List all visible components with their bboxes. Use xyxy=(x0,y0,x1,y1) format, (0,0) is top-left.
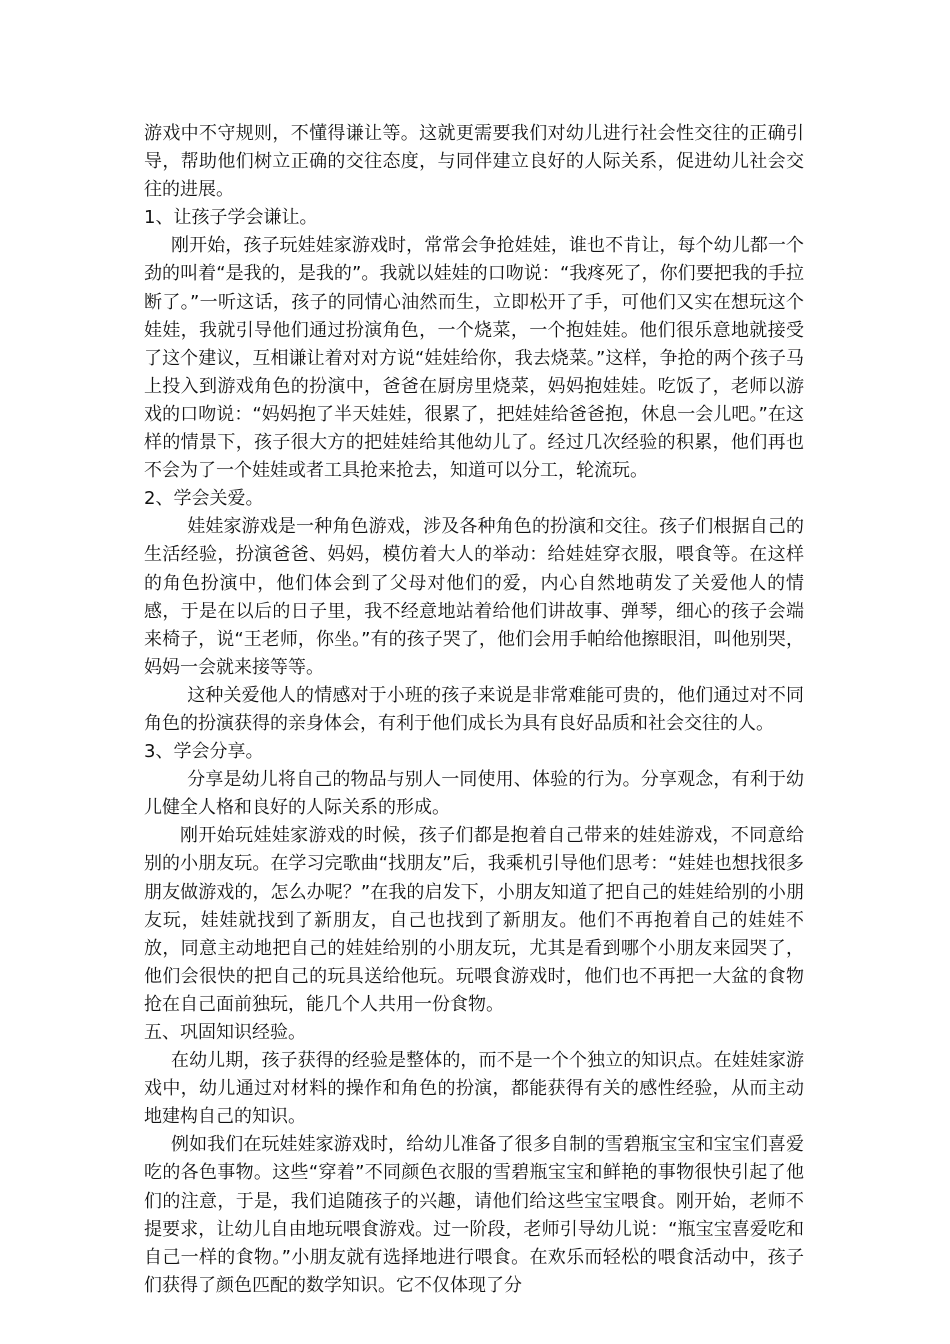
paragraph-modesty: 刚开始，孩子玩娃娃家游戏时，常常会争抢娃娃，谁也不肯让，每个幼儿都一个劲的叫着“是我的，是我的”。我就以娃娃的口吻说：“我疼死了，你们要把我的手拉断了。”一听这话，孩子的同情心油然而生，立即松开了手，可他们又实在想玩这个娃娃，我就引导他们通过扮演角色，一个烧菜，一个抱娃娃。他们很乐意地就接受了这个建议，互相谦让着对对方说“娃娃给你，我去烧菜。”这样，争抢的两个孩子马上投入到游戏角色的扮演中，爸爸在厨房里烧菜，妈妈抱娃娃。吃饭了，老师以游戏的口吻说：“妈妈抱了半天娃娃，很累了，把娃娃给爸爸抱，休息一会儿吧。”在这样的情景下，孩子很大方的把娃娃给其他幼儿了。经过几次经验的积累，他们再也不会为了一个娃娃或者工具抢来抢去，知道可以分工，轮流玩。 xyxy=(144,235,804,482)
section-heading-2: 2、学会关爱。 xyxy=(144,488,264,510)
paragraph-care-1: 娃娃家游戏是一种角色游戏，涉及各种角色的扮演和交往。孩子们根据自己的生活经验，扮演爸爸、妈妈，模仿着大人的举动：给娃娃穿衣服，喂食等。在这样的角色扮演中，他们体会到了父母对他们的爱，内心自然地萌发了关爱他人的情感，于是在以后的日子里，我不经意地站着给他们讲故事、弹琴，细心的孩子会端来椅子，说“王老师，你坐。”有的孩子哭了，他们会用手帕给他擦眼泪，叫他别哭，妈妈一会就来接等等。 xyxy=(144,516,804,678)
section-heading-5: 五、巩固知识经验。 xyxy=(144,1022,306,1043)
paragraph-sharing-1: 分享是幼儿将自己的物品与别人一同使用、体验的行为。分享观念，有利于幼儿健全人格和良好的人际关系的形成。 xyxy=(144,769,804,819)
paragraph-sharing-2: 刚开始玩娃娃家游戏的时候，孩子们都是抱着自己带来的娃娃游戏，不同意给别的小朋友玩。在学习完歌曲“找朋友”后，我乘机引导他们思考：“娃娃也想找很多朋友做游戏的，怎么办呢？”在我的启发下，小朋友知道了把自己的娃娃给别的小朋友玩，娃娃就找到了新朋友，自己也找到了新朋友。他们不再抱着自己的娃娃不放，同意主动地把自己的娃娃给别的小朋友玩，尤其是看到哪个小朋友来园哭了，他们会很快的把自己的玩具送给他玩。玩喂食游戏时，他们也不再把一大盆的食物抢在自己面前独玩，能几个人共用一份食物。 xyxy=(144,825,804,1015)
document-page xyxy=(144,120,804,1300)
section-heading-1: 1、让孩子学会谦让。 xyxy=(144,207,318,229)
section-heading-3: 3、学会分享。 xyxy=(144,741,264,763)
paragraph-care-2: 这种关爱他人的情感对于小班的孩子来说是非常难能可贵的，他们通过对不同角色的扮演获得的亲身体会，有利于他们成长为具有良好品质和社会交往的人。 xyxy=(144,684,804,734)
paragraph-intro: 游戏中不守规则，不懂得谦让等。这就更需要我们对幼儿进行社会性交往的正确引导，帮助他们树立正确的交往态度，与同伴建立良好的人际关系，促进幼儿社会交往的进展。 xyxy=(144,123,804,201)
paragraph-knowledge-1: 在幼儿期，孩子获得的经验是整体的，而不是一个个独立的知识点。在娃娃家游戏中，幼儿通过对材料的操作和角色的扮演，都能获得有关的感性经验，从而主动地建构自己的知识。 xyxy=(144,1050,804,1128)
paragraph-knowledge-2: 例如我们在玩娃娃家游戏时，给幼儿准备了很多自制的雪碧瓶宝宝和宝宝们喜爱吃的各色事物。这些“穿着”不同颜色衣服的雪碧瓶宝宝和鲜艳的事物很快引起了他们的注意，于是，我们追随孩子的兴趣，请他们给这些宝宝喂食。刚开始，老师不提要求，让幼儿自由地玩喂食游戏。过一阶段，老师引导幼儿说：“瓶宝宝喜爱吃和自己一样的食物。”小朋友就有选择地进行喂食。在欢乐而轻松的喂食活动中，孩子们获得了颜色匹配的数学知识。它不仅体现了分 xyxy=(144,1134,804,1296)
